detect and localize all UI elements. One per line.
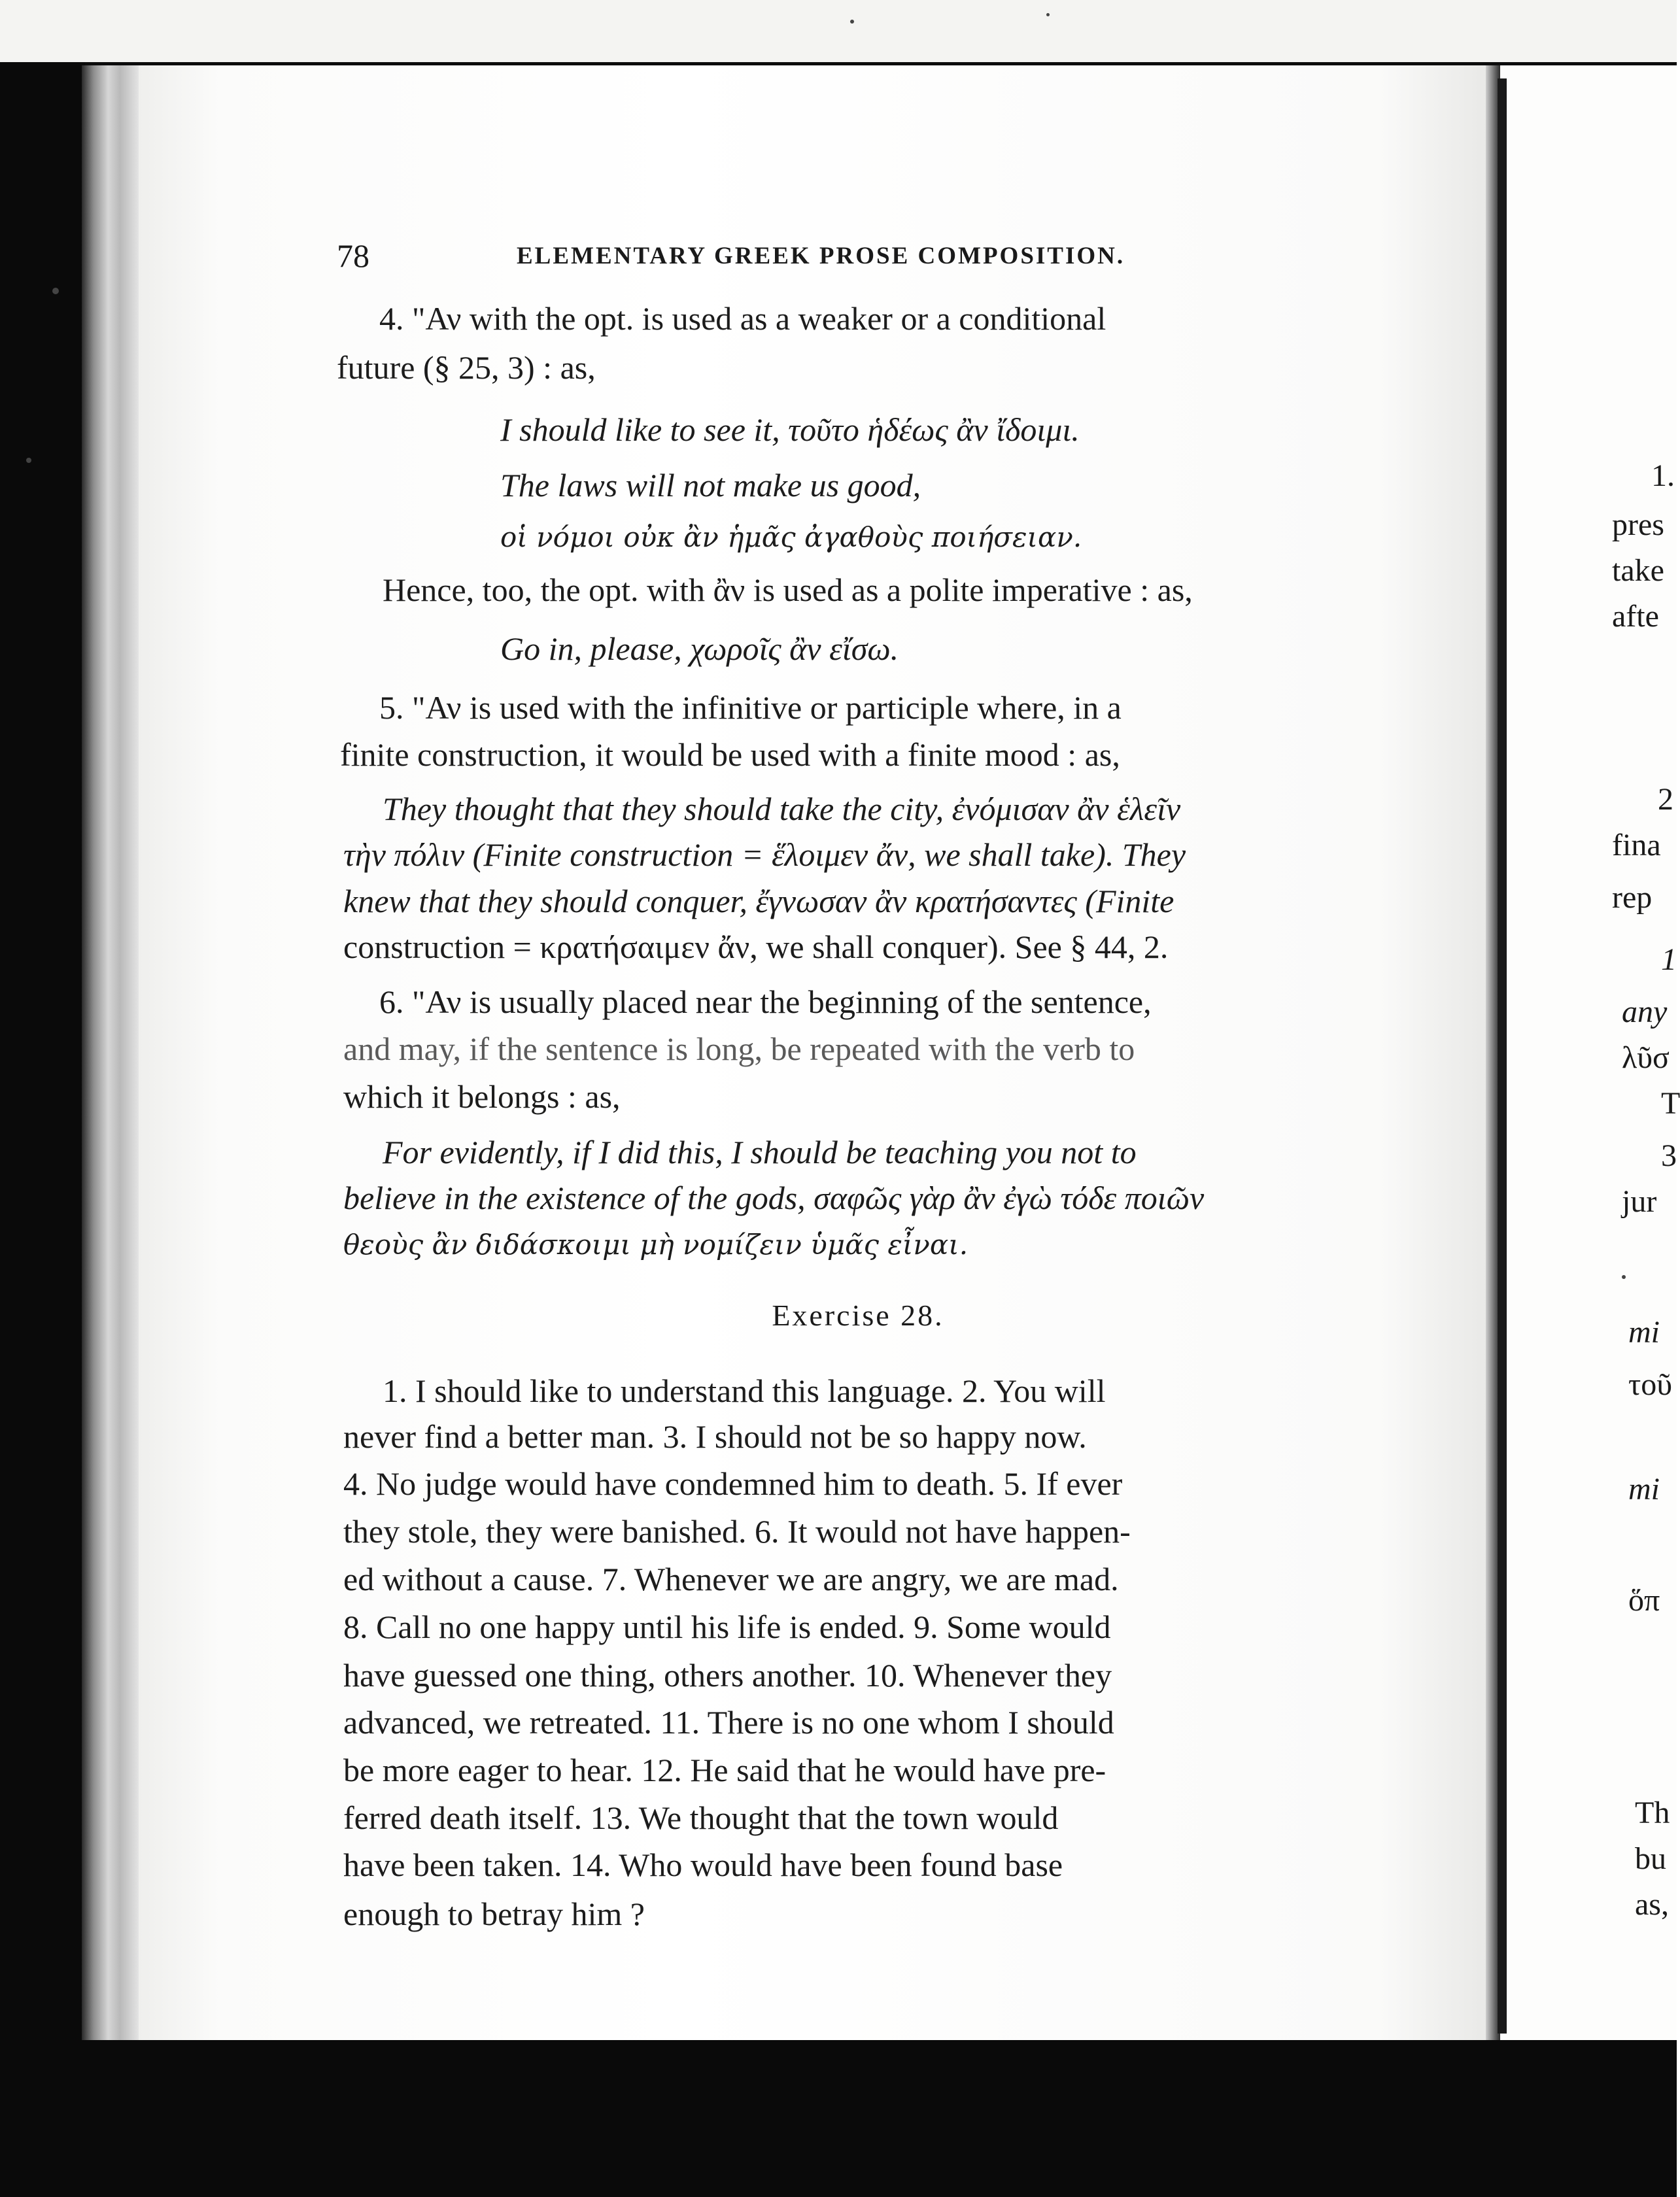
exercise-line: ed without a cause. 7. Whenever we are angry, we are mad.: [343, 1561, 1119, 1597]
exercise-line: have guessed one thing, others another. 10. Whenever they: [343, 1657, 1112, 1694]
body-line: 4. "Αν with the opt. is used as a weaker or a conditional: [379, 300, 1106, 337]
running-header: ELEMENTARY GREEK PROSE COMPOSITION.: [517, 243, 1125, 269]
right-page-edge: [1498, 78, 1507, 2034]
right-page-fragment: 2: [1658, 782, 1673, 817]
example-line: The laws will not make us good,: [500, 467, 921, 503]
example-line: They thought that they should take the city, ἐνόμισαν ἂν ἑλεῖν: [383, 791, 1181, 827]
right-page-fragment: 1: [1661, 942, 1677, 977]
scan-speck: [850, 20, 854, 24]
example-line: I should like to see it, τοῦτο ἡδέως ἂν ἴδοιμι.: [500, 411, 1080, 448]
example-line: believe in the existence of the gods, σαφῶς γὰρ ἂν ἐγὼ τόδε ποιῶν: [343, 1180, 1205, 1216]
right-page-fragment: mi: [1628, 1472, 1660, 1507]
right-page-fragment: afte: [1612, 599, 1659, 634]
body-line: finite construction, it would be used with a finite mood : as,: [340, 736, 1120, 773]
right-page-fragment: λῦσ: [1622, 1040, 1670, 1075]
greek-line: οἱ νόμοι οὐκ ἂν ἡμᾶς ἀγαθοὺς ποιήσειαν.: [500, 521, 1082, 553]
book-spine-edge: [82, 65, 141, 2040]
exercise-line: 4. No judge would have condemned him to death. 5. If ever: [343, 1465, 1123, 1502]
example-line: knew that they should conquer, ἔγνωσαν ἂν κρατήσαντες (Finite: [343, 883, 1174, 919]
body-line: construction = κρατήσαιμεν ἄν, we shall conquer). See § 44, 2.: [343, 928, 1169, 965]
body-line: 6. "Αν is usually placed near the beginning of the sentence,: [379, 983, 1152, 1020]
scan-speck: [1046, 13, 1050, 16]
example-line: τὴν πόλιν (Finite construction = ἕλοιμεν ἄν, we shall take). They: [343, 836, 1186, 873]
right-page-fragment: Th: [1635, 1796, 1670, 1830]
top-margin-strip: [0, 0, 1677, 62]
right-page-fragment: fina: [1612, 828, 1661, 862]
exercise-line: 8. Call no one happy until his life is ended. 9. Some would: [343, 1609, 1111, 1645]
right-page-fragment: 1.: [1651, 458, 1675, 493]
page-number: 78: [337, 237, 369, 274]
exercise-line: never find a better man. 3. I should not be so happy now.: [343, 1418, 1087, 1455]
body-line: which it belongs : as,: [343, 1078, 621, 1115]
right-page-fragment: mi: [1628, 1315, 1660, 1350]
exercise-heading: Exercise 28.: [772, 1299, 944, 1332]
right-page-fragment: bu: [1635, 1841, 1666, 1876]
body-line: Hence, too, the opt. with ἂν is used as a polite imperative : as,: [383, 571, 1193, 608]
exercise-line: they stole, they were banished. 6. It would not have happen-: [343, 1513, 1131, 1550]
exercise-line: ferred death itself. 13. We thought that the town would: [343, 1799, 1059, 1836]
body-line: future (§ 25, 3) : as,: [337, 349, 596, 386]
left-dark-edge: [0, 62, 85, 2197]
right-page-fragment: jur: [1622, 1184, 1657, 1219]
bottom-dark-edge: [0, 2040, 1677, 2197]
right-page-fragment: T: [1661, 1086, 1680, 1121]
body-line: 5. "Αν is used with the infinitive or participle where, in a: [379, 689, 1122, 726]
exercise-line: enough to betray him ?: [343, 1896, 645, 1932]
scan-speck: [26, 458, 31, 463]
example-line: Go in, please, χωροῖς ἂν εἴσω.: [500, 630, 899, 667]
scan-speck: [1622, 1275, 1626, 1279]
exercise-line: be more eager to hear. 12. He said that he would have pre-: [343, 1752, 1106, 1788]
right-page-fragment: ὅπ: [1628, 1583, 1660, 1618]
right-page-fragment: 3: [1661, 1138, 1677, 1173]
right-page-fragment: τοῦ: [1628, 1367, 1673, 1402]
exercise-line: advanced, we retreated. 11. There is no one whom I should: [343, 1704, 1114, 1741]
exercise-line: have been taken. 14. Who would have been found base: [343, 1847, 1063, 1883]
body-line: and may, if the sentence is long, be repeated with the verb to: [343, 1030, 1135, 1067]
greek-line: θεοὺς ἂν διδάσκοιμι μὴ νομίζειν ὑμᾶς εἶναι.: [343, 1229, 969, 1261]
right-page-fragment: rep: [1612, 880, 1653, 915]
right-page-fragment: as,: [1635, 1887, 1669, 1922]
exercise-line: 1. I should like to understand this language. 2. You will: [383, 1372, 1106, 1409]
right-page-fragment: take: [1612, 553, 1664, 588]
right-page-fragment: pres: [1612, 507, 1664, 542]
example-line: For evidently, if I did this, I should be teaching you not to: [383, 1134, 1137, 1170]
right-page-fragment: any: [1622, 995, 1668, 1029]
scan-speck: [52, 288, 59, 294]
